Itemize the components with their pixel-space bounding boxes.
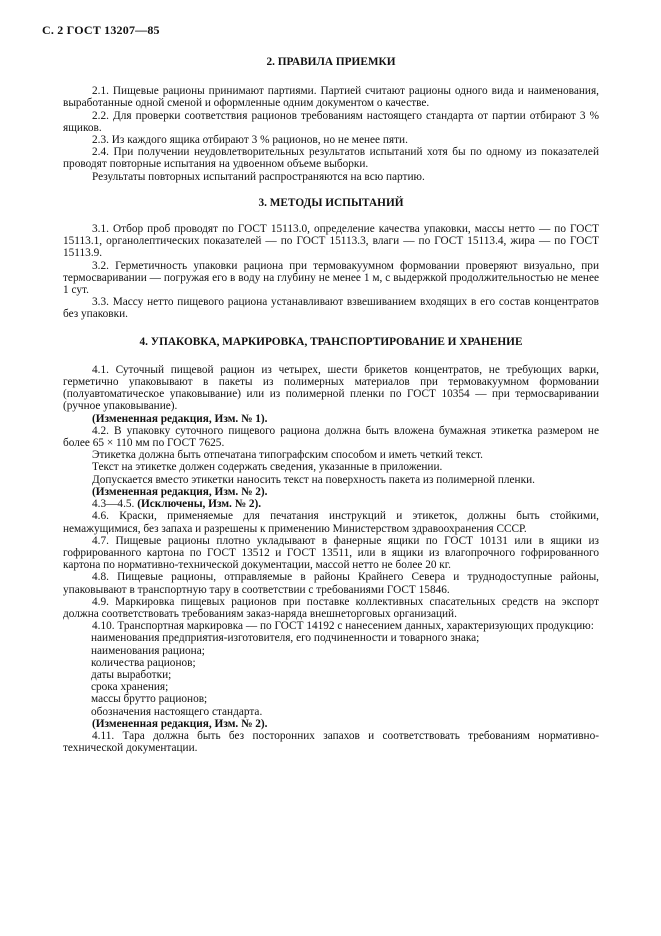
paragraph-4-8: 4.8. Пищевые рационы, отправляемые в районы Крайнего Севера и труднодоступные районы, упаковывают в транспортную тару в соответствии с требованиями ГОСТ 15846. [63,571,599,596]
list-item: срока хранения; [91,681,169,694]
amendment-note: (Измененная редакция, Изм. № 1). [92,412,268,425]
section-4-heading: 4. УПАКОВКА, МАРКИРОВКА, ТРАНСПОРТИРОВАНИЕ И ХРАНЕНИЕ [139,335,523,348]
list-item: количества рационов; [91,656,196,669]
paragraph-4-9: 4.9. Маркировка пищевых рационов при поставке коллективных спасательных средств на экспорт должна соответствовать требованиям заказ-наряда внешнеторговых организаций. [63,595,599,620]
paragraph-2-3: 2.3. Из каждого ящика отбирают 3 % рационов, но не менее пяти. [92,134,408,147]
section-3-heading: 3. МЕТОДЫ ИСПЫТАНИЙ [258,196,404,209]
paragraph-4-1: 4.1. Суточный пищевой рацион из четырех, шести брикетов концентратов, не требующих варки, герметично упаковывают в пакеты из полимерных материалов при термовакуумном формовании (полуавтоматическое упаковывание) или из полимерной пленки по ГОСТ 10354 — при термосваривании (ручное упаковывание). [63,363,599,413]
paragraph-4-10: 4.10. Транспортная маркировка — по ГОСТ 14192 с нанесением данных, характеризующих продукцию: [92,620,594,633]
paragraph-4-3 [63,498,599,510]
paragraph-4-3-number: 4.3—4.5. [92,498,135,511]
paragraph-2-4-note: Результаты повторных испытаний распространяются на всю партию. [92,170,425,183]
paragraph-4-2: 4.2. В упаковку суточного пищевого рациона должна быть вложена бумажная этикетка размером не более 65 × 110 мм по ГОСТ 7625. [63,424,599,450]
amendment-note: (Измененная редакция, Изм. № 2). [92,485,268,498]
paragraph-4-7: 4.7. Пищевые рационы плотно укладывают в фанерные ящики по ГОСТ 10131 или в ящики из гофрированного картона по ГОСТ 13512 и ГОСТ 13511, или в ящики из влагопрочного гофрированного картона по нормативно-технической документации, массой нетто не более 20 кг. [63,534,599,572]
paragraph-2-4: 2.4. При получении неудовлетворительных результатов испытаний хотя бы по одному из показателей проводят повторные испытания на удвоенном объеме выборки. [63,146,599,171]
paragraph-4-2-d: Допускается вместо этикетки наносить текст на поверхность пакета из полимерной пленки. [92,473,535,486]
paragraph-3-3: 3.3. Массу нетто пищевого рациона устанавливают взвешиванием входящих в его состав концентратов без упаковки. [63,296,599,321]
paragraph-2-1: 2.1. Пищевые рационы принимают партиями. Партией считают рационы одного вида и наименования, выработанные одной сменой и оформленные одним документом о качестве. [63,85,599,110]
paragraph-2-2: 2.2. Для проверки соответствия рационов требованиям настоящего стандарта от партии отбирают 3 % ящиков. [63,109,599,134]
list-item: обозначения настоящего стандарта. [91,705,263,718]
paragraph-4-3-excluded: (Исключены, Изм. № 2). [137,498,262,511]
document-body [63,52,599,754]
paragraph-4-2-b: Этикетка должна быть отпечатана типографским способом и иметь четкий текст. [92,449,483,462]
amendment-note: (Измененная редакция, Изм. № 2). [92,717,268,730]
paragraph-4-11: 4.11. Тара должна быть без посторонних запахов и соответствовать требованиям нормативно-технической документации. [63,729,599,755]
list-item: даты выработки; [91,668,172,681]
list-item: наименования рациона; [91,644,205,657]
list-item: наименования предприятия-изготовителя, его подчиненности и товарного знака; [91,632,480,645]
section-2-heading: 2. ПРАВИЛА ПРИЕМКИ [266,56,396,68]
paragraph-4-6: 4.6. Краски, применяемые для печатания инструкций и этикеток, должны быть стойкими, немажущимися, без запаха и разрешены к применению Министерством здравоохранения СССР. [63,510,599,535]
list-item: массы брутто рационов; [91,693,208,706]
running-head: С. 2 ГОСТ 13207—85 [42,23,160,37]
paragraph-3-2: 3.2. Герметичность упаковки рациона при термовакуумном формовании проверяют визуально, при термосваривании — погружая его в воду на глубину не менее 1 м, с выдержкой продолжительностью не менее 1 сут. [63,259,599,297]
paragraph-3-1: 3.1. Отбор проб проводят по ГОСТ 15113.0, определение качества упаковки, массы нетто — по ГОСТ 15113.1, органолептических показателей — по ГОСТ 15113.3, влаги — по ГОСТ 15113.4, жира — по ГОСТ 15113.9. [63,223,599,260]
paragraph-4-2-c: Текст на этикетке должен содержать сведения, указанные в приложении. [92,461,443,474]
